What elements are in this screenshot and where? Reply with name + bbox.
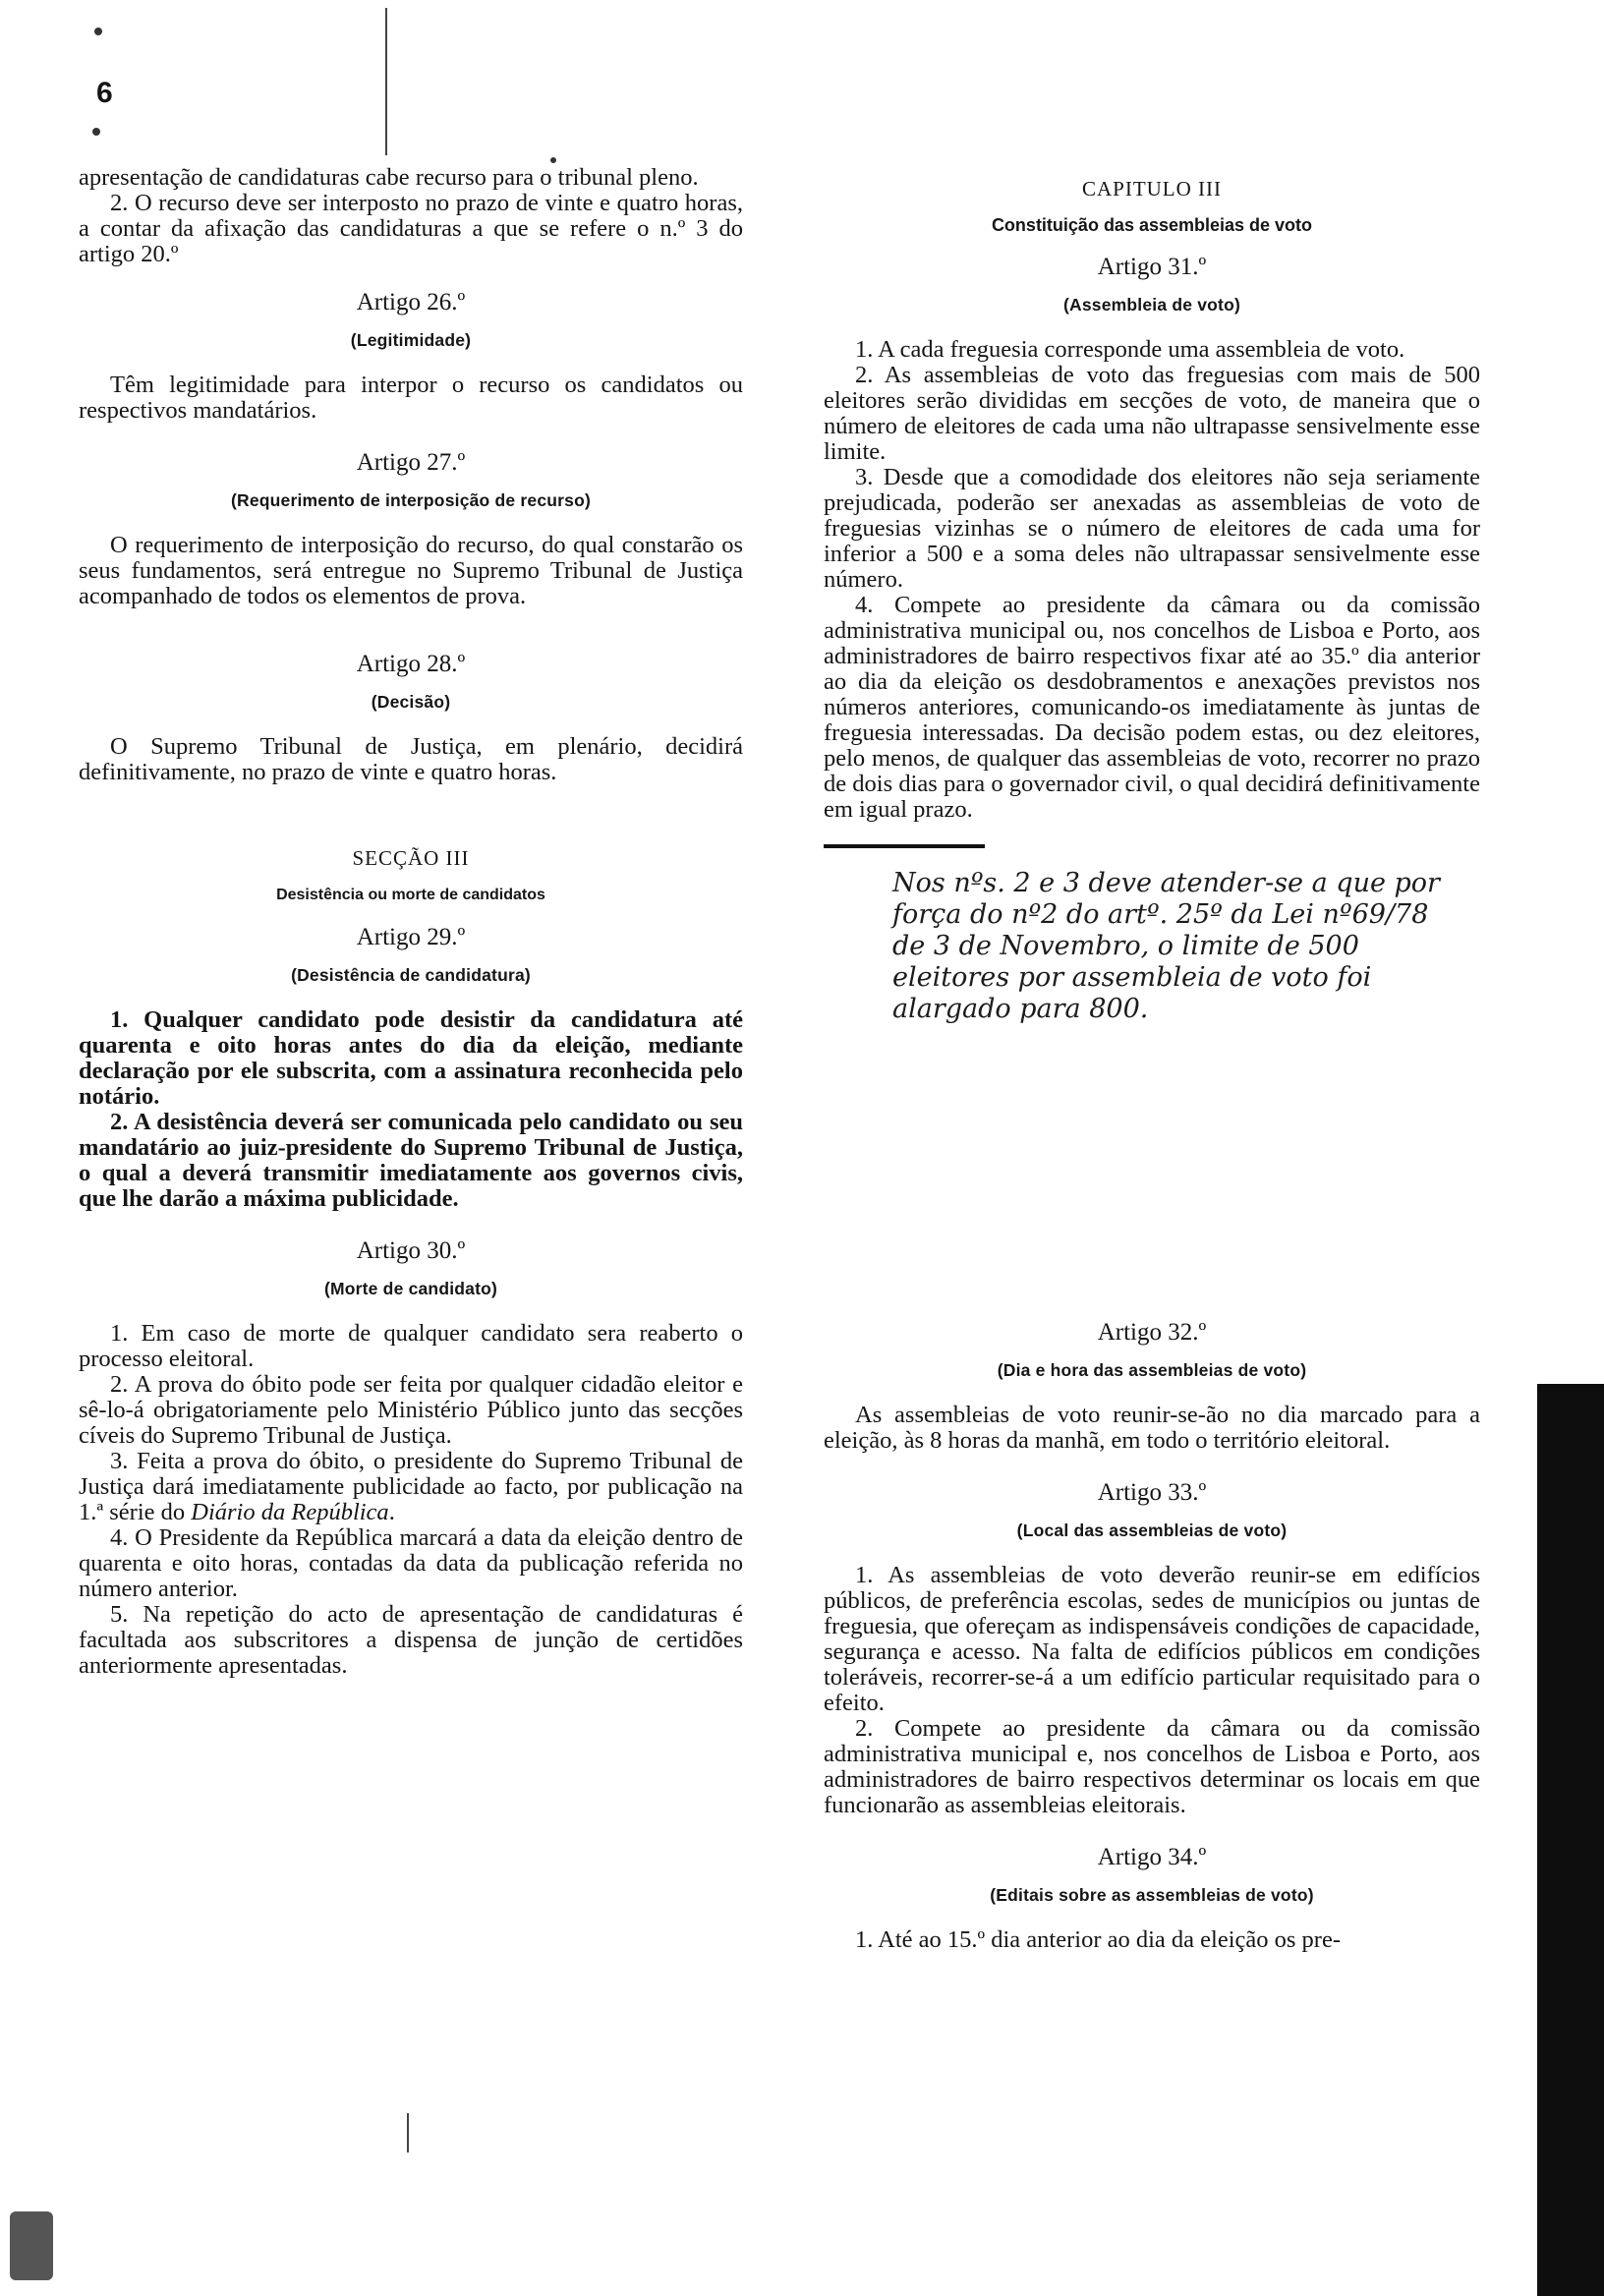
article-32-subtitle: (Dia e hora das assembleias de voto) [997, 1360, 1307, 1380]
article-33-paragraph-1: 1. As assembleias de voto deverão reunir-se em edifícios públicos, de preferência escolas, sedes de municípios ou juntas de freguesia, que ofereçam as indispensáveis condições de capacidade, segurança e acesso. Na falta de edifícios públicos em condições toleráveis, recorrer-se-á a um edifício particular requisitado para o efeito. [824, 1562, 1480, 1716]
scan-speck [94, 28, 102, 35]
article-33-heading: Artigo 33.º [1097, 1479, 1207, 1506]
article-29-paragraph-2: 2. A desistência deverá ser comunicada pelo candidato ou seu mandatário ao juiz-presidente do Supremo Tribunal de Justiça, o qual a deverá transmitir imediatamente aos governos civis, que lhe darão a máxima publicidade. [79, 1109, 743, 1212]
article-25-continuation: apresentação de candidaturas cabe recurso para o tribunal pleno. [79, 164, 699, 191]
chapter-3-subtitle: Constituição das assembleias de voto [991, 215, 1313, 235]
diario-da-republica-title: Diário da República [191, 1499, 389, 1525]
left-column [79, 165, 743, 1679]
article-30-paragraph-4: 4. O Presidente da República marcará a data da eleição dentro de quarenta e oito horas, contadas da data da publicação referida no número anterior. [79, 1524, 743, 1602]
article-29-paragraph-1: 1. Qualquer candidato pode desistir da candidatura até quarenta e oito horas antes do dia da eleição, mediante declaração por ele subscrita, com a assinatura reconhecida pelo notário. [79, 1006, 743, 1110]
article-30-paragraph-2: 2. A prova do óbito pode ser feita por qualquer cidadão eleitor e sê-lo-á obrigatoriamente pelo Ministério Público junto das secções cíveis do Supremo Tribunal de Justiça. [79, 1371, 743, 1449]
article-28-subtitle: (Decisão) [371, 692, 451, 712]
article-30-subtitle: (Morte de candidato) [323, 1279, 498, 1298]
scan-edge-shadow [1537, 1384, 1604, 2296]
article-34-paragraph-1: 1. Até ao 15.º dia anterior ao dia da eleição os pre- [855, 1926, 1341, 1953]
article-27-paragraph: O requerimento de interposição do recurso, do qual constarão os seus fundamentos, será entregue no Supremo Tribunal de Justiça acompanhado de todos os elementos de prova. [79, 532, 743, 609]
article-25-paragraph-2: 2. O recurso deve ser interposto no prazo de vinte e quatro horas, a contar da afixação das candidaturas a que se refere o n.º 3 do artigo 20.º [79, 190, 743, 267]
section-3-heading: SECÇÃO III [352, 846, 470, 870]
article-31-heading: Artigo 31.º [1097, 254, 1207, 280]
fold-line [407, 2113, 409, 2152]
right-column-lower [824, 1297, 1480, 1953]
article-26-subtitle: (Legitimidade) [350, 330, 472, 350]
article-29-subtitle: (Desistência de candidatura) [291, 965, 531, 985]
article-27-subtitle: (Requerimento de interposição de recurso) [230, 490, 592, 510]
article-34-subtitle: (Editais sobre as assembleias de voto) [990, 1885, 1314, 1905]
section-3-subtitle: Desistência ou morte de candidatos [276, 887, 545, 903]
section-divider [824, 844, 985, 848]
article-31-paragraph-1: 1. A cada freguesia corresponde uma assembleia de voto. [855, 336, 1405, 363]
scan-speck [92, 128, 100, 136]
article-30-paragraph-3-end: . [388, 1499, 395, 1525]
article-32-paragraph: As assembleias de voto reunir-se-ão no dia marcado para a eleição, às 8 horas da manhã, em todo o território eleitoral. [824, 1402, 1480, 1454]
article-27-heading: Artigo 27.º [356, 449, 466, 476]
article-30-heading: Artigo 30.º [356, 1237, 466, 1264]
chapter-3-heading: CAPITULO III [1081, 177, 1223, 201]
scan-smudge [10, 2211, 53, 2280]
scan-speck [550, 157, 556, 163]
article-30-paragraph-3-text: 3. Feita a prova do óbito, o presidente do Supremo Tribunal de Justiça dará imediatamente publicidade ao facto, por publicação na 1.ª série do [79, 1448, 743, 1525]
article-34-heading: Artigo 34.º [1097, 1844, 1207, 1870]
article-31-paragraph-2: 2. As assembleias de voto das freguesias com mais de 500 eleitores serão divididas em secções de voto, de maneira que o número de eleitores de cada uma não ultrapasse sensivelmente esse limite. [824, 362, 1480, 465]
article-31-paragraph-3: 3. Desde que a comodidade dos eleitores não seja seriamente prejudicada, poderão ser anexadas as assembleias de voto de freguesias vizinhas se o número de eleitores de cada uma for inferior a 500 e a soma deles não ultrapassar sensivelmente esse número. [824, 464, 1480, 593]
page-number: 6 [96, 77, 113, 109]
article-33-subtitle: (Local das assembleias de voto) [1016, 1521, 1288, 1540]
article-30-paragraph-3 [79, 1449, 743, 1525]
article-31-paragraph-4: 4. Compete ao presidente da câmara ou da comissão administrativa municipal ou, nos concelhos de Lisboa e Porto, aos administradores de bairro respectivos fixar até ao 35.º dia anterior ao dia da eleição os desdobramentos e anexações previstos nos números anteriores, comunicando-os imediatamente às juntas de freguesia interessadas. Da decisão podem estas, ou dez eleitores, pelo menos, de qualquer das assembleias de voto, recorrer no prazo de dois dias para o governador civil, o qual decidirá definitivamente em igual prazo. [824, 592, 1480, 823]
article-32-heading: Artigo 32.º [1097, 1319, 1207, 1346]
article-30-paragraph-5: 5. Na repetição do acto de apresentação de candidaturas é facultada aos subscritores a dispensa de junção de certidões anteriormente apresentadas. [79, 1601, 743, 1679]
article-33-paragraph-2: 2. Compete ao presidente da câmara ou da comissão administrativa municipal e, nos concelhos de Lisboa e Porto, aos administradores de bairro respectivos determinar os locais em que funcionarão as assembleias eleitorais. [824, 1715, 1480, 1818]
right-column [824, 177, 1480, 1025]
article-28-paragraph: O Supremo Tribunal de Justiça, em plenário, decidirá definitivamente, no prazo de vinte e quatro horas. [79, 733, 743, 785]
article-26-heading: Artigo 26.º [356, 289, 466, 316]
handwritten-annotation: Nos nºs. 2 e 3 deve atender-se a que por força do nº2 do artº. 25º da Lei nº69/78 de 3 de Novembro, o limite de 500 eleitores por assembleia de voto foi alargado para 800. [892, 868, 1440, 1024]
fold-line [385, 8, 387, 155]
article-31-subtitle: (Assembleia de voto) [1062, 295, 1241, 315]
article-29-heading: Artigo 29.º [356, 924, 466, 950]
article-30-paragraph-1: 1. Em caso de morte de qualquer candidato sera reaberto o processo eleitoral. [79, 1320, 743, 1372]
article-28-heading: Artigo 28.º [356, 651, 466, 677]
article-26-paragraph: Têm legitimidade para interpor o recurso os candidatos ou respectivos mandatários. [79, 372, 743, 424]
